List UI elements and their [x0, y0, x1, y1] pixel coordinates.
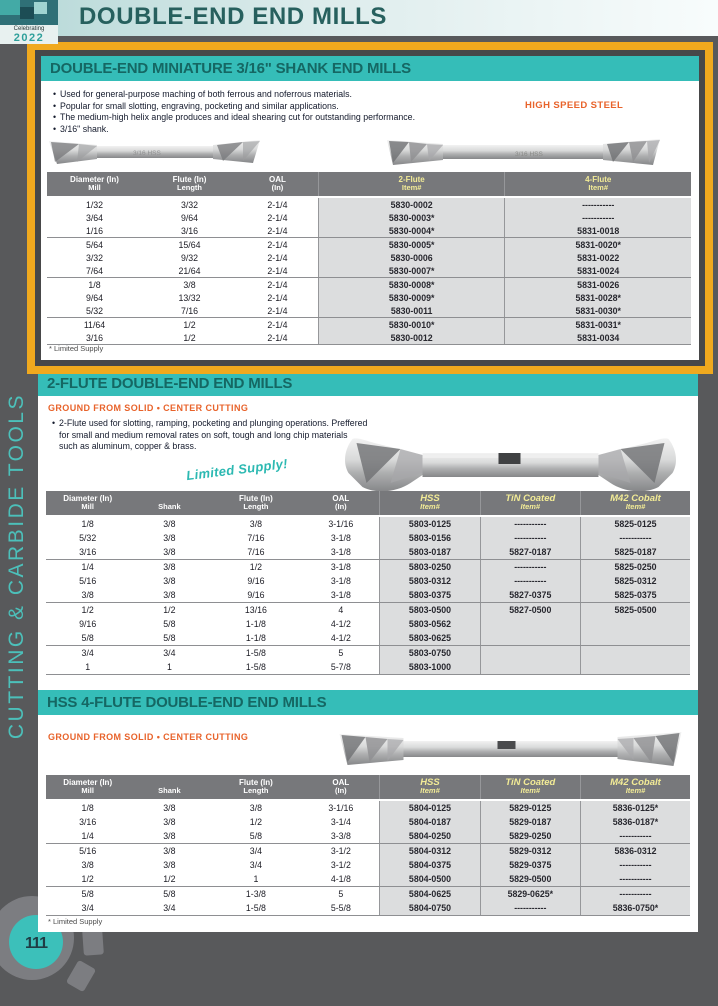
table-cell: 7/16: [142, 304, 237, 318]
table-cell: -----------: [580, 872, 690, 887]
ground-from-solid-label: GROUND FROM SOLID • CENTER CUTTING: [48, 732, 249, 742]
table-cell: [580, 617, 690, 631]
bullet-icon: •: [52, 112, 57, 122]
table-cell: 5/8: [81, 889, 94, 899]
table-cell: 2-1/4: [267, 292, 288, 303]
bullet-item: [48, 418, 368, 453]
table-cell: 3-1/8: [330, 533, 351, 543]
table-cell: 15/64: [178, 239, 201, 250]
logo-mosaic-square: [34, 2, 47, 14]
bullet-icon: •: [52, 100, 57, 111]
table-header-row: [46, 775, 690, 800]
table-cell: 3/16: [46, 545, 129, 560]
column-header: TiN Coated Item#: [480, 491, 580, 516]
table-cell: 5804-0187: [380, 815, 480, 829]
table-cell: 3/32: [85, 252, 104, 263]
table-cell: 5830-0005*: [318, 238, 505, 252]
table-cell: 5803-0125: [380, 516, 480, 531]
bullet-text: 2-Flute used for slotting, ramping, pocketing and plunging operations. Preffered for small and medium removal rates on soft, tough and long chip materials such as aluminum, copper & brass.: [59, 418, 368, 451]
table-cell: 3/4: [129, 901, 209, 916]
table-cell: 5830-0002: [318, 197, 505, 211]
bullet-icon: •: [52, 89, 57, 99]
bullet-text: Popular for small slotting, engraving, pocketing and similar applications.: [60, 100, 339, 111]
table-cell: -----------: [480, 574, 580, 588]
page-title: DOUBLE-END END MILLS: [79, 3, 387, 30]
table-cell: 3/8: [81, 860, 94, 870]
column-header: Shank: [129, 775, 209, 800]
table-row: [46, 660, 690, 675]
table-cell: -----------: [580, 531, 690, 545]
table-cell: 5/8: [163, 889, 176, 899]
table-cell: 7/16: [209, 545, 302, 560]
table-cell: 3/8: [163, 846, 176, 856]
column-header: OAL (In): [237, 172, 318, 197]
table-cell: 3/4: [249, 846, 263, 856]
table-cell: 5830-0011: [318, 304, 505, 318]
table-cell: 5803-0312: [380, 574, 480, 588]
table-cell: 5825-0187: [580, 545, 690, 560]
sidebar-category-label: CUTTING & CARBIDE TOOLS: [5, 393, 28, 740]
section-header-2flute: [38, 371, 698, 396]
table-cell: 3/8: [129, 545, 209, 560]
table-cell: 5/8: [129, 631, 209, 646]
table-cell: 5803-0500: [380, 603, 480, 618]
table-4flute-wrap: [46, 775, 690, 916]
table-miniature-wrap: [47, 172, 691, 345]
table-row: [46, 603, 690, 618]
table-cell: 1/2: [81, 605, 94, 615]
table-cell: 3/8: [163, 562, 176, 572]
logo-mosaic-square: [20, 7, 34, 19]
table-cell: 2-1/4: [267, 199, 288, 210]
highlight-annotation-box: [27, 42, 713, 374]
table-cell: 1/8: [88, 279, 101, 290]
table-cell: 5803-0156: [380, 531, 480, 545]
column-header: Flute (In) Length: [142, 172, 237, 197]
table-cell: 9/16: [79, 619, 97, 629]
column-header: M42 Cobalt Item#: [580, 775, 690, 800]
table-row: [46, 560, 690, 575]
table-cell: 5: [338, 889, 344, 899]
table-cell: 1-1/8: [245, 619, 266, 629]
table-row: [47, 211, 691, 224]
table-cell: 5829-0187: [480, 815, 580, 829]
table-cell: 3-1/2: [330, 860, 351, 870]
table-row: [47, 224, 691, 238]
table-cell: -----------: [580, 887, 690, 902]
brand-logo: [0, 0, 58, 44]
table-cell: 3/32: [180, 199, 199, 210]
table-cell: 5825-0500: [580, 603, 690, 618]
table-cell: 5831-0018: [505, 224, 691, 238]
table-row: [46, 617, 690, 631]
table-cell: 4-1/2: [302, 631, 379, 646]
table-cell: 5803-0562: [380, 617, 480, 631]
section-header-4flute: [38, 690, 698, 715]
table-cell: 1/2: [142, 331, 237, 345]
table-row: [46, 887, 690, 902]
table-cell: 3/8: [163, 817, 176, 827]
table-2flute-wrap: [46, 491, 690, 675]
table-cell: 3/8: [249, 803, 263, 813]
table-cell: -----------: [505, 211, 691, 224]
section-title: HSS 4-FLUTE DOUBLE-END END MILLS: [47, 694, 327, 711]
table-cell: 3/4: [81, 648, 94, 658]
logo-text-strip: [0, 25, 58, 44]
table-cell: 3/8: [163, 533, 176, 543]
table-cell: 5836-0187*: [580, 815, 690, 829]
table-cell: 5804-0625: [380, 887, 480, 902]
column-header: Flute (In) Length: [209, 775, 302, 800]
table-cell: 5/16: [79, 846, 97, 856]
table-cell: 1/32: [85, 199, 104, 210]
column-header: HSS Item#: [380, 491, 480, 516]
table-cell: 2-1/4: [267, 319, 288, 330]
table-cell: 5830-0003*: [318, 211, 505, 224]
table-cell: 5829-0375: [480, 858, 580, 872]
table-cell: 5830-0012: [318, 331, 505, 345]
table-cell: 1/2: [163, 605, 176, 615]
table-cell: 1/2: [249, 562, 263, 572]
bullet-text: The medium-high helix angle produces and ideal shearing cut for outstanding performance.: [60, 112, 416, 122]
table-cell: 3/16: [79, 817, 97, 827]
table-cell: 3/8: [163, 576, 176, 586]
table-cell: 5827-0187: [480, 545, 580, 560]
table-cell: 5825-0312: [580, 574, 690, 588]
table-cell: 3/16: [142, 224, 237, 238]
table-cell: 3-1/16: [328, 519, 354, 529]
table-cell: 5836-0312: [580, 844, 690, 859]
logo-year-text: 2022: [13, 32, 45, 44]
table-cell: 5830-0006: [318, 251, 505, 264]
mill-engraving: 3/16 HSS: [133, 150, 161, 157]
table-cell: 5830-0004*: [318, 224, 505, 238]
table-row: [46, 531, 690, 545]
table-row: [46, 829, 690, 844]
high-speed-steel-label: HIGH SPEED STEEL: [525, 100, 624, 111]
table-cell: 5804-0500: [380, 872, 480, 887]
table-cell: 5/32: [47, 304, 142, 318]
table-cell: 3/4: [163, 648, 176, 658]
column-header: 2-Flute Item#: [318, 172, 505, 197]
mill-engraving: 3/16 HSS: [515, 151, 543, 158]
table-cell: 1-5/8: [209, 660, 302, 675]
table-row: [47, 238, 691, 252]
limited-supply-footnote: * Limited Supply: [48, 917, 103, 926]
table-cell: 5831-0030*: [505, 304, 691, 318]
column-header: OAL (In): [302, 491, 379, 516]
table-cell: 5825-0250: [580, 560, 690, 575]
table-cell: 5/8: [46, 631, 129, 646]
table-header-row: [46, 491, 690, 516]
product-table: [46, 491, 690, 675]
table-cell: 3-1/8: [302, 545, 379, 560]
table-cell: 1/4: [81, 562, 94, 572]
table-cell: 3-3/8: [302, 829, 379, 844]
table-cell: 4-1/2: [330, 619, 351, 629]
bullet-text: Used for general-purpose maching of both ferrous and noferrous materials.: [60, 89, 352, 99]
table-cell: 5829-0125: [480, 800, 580, 815]
table-cell: 1-5/8: [245, 648, 266, 658]
limited-supply-footnote: * Limited Supply: [49, 344, 104, 353]
table-cell: 5830-0009*: [318, 291, 505, 304]
column-header: Diameter (In) Mill: [46, 775, 129, 800]
table-cell: -----------: [480, 531, 580, 545]
table-cell: 5831-0022: [505, 251, 691, 264]
table-cell: 3/8: [46, 588, 129, 603]
table-row: [47, 197, 691, 211]
table-cell: 2-1/4: [237, 304, 318, 318]
table-cell: 5831-0031*: [505, 318, 691, 332]
bullet-item: [49, 101, 489, 113]
table-cell: 5827-0375: [480, 588, 580, 603]
table-cell: 9/64: [180, 212, 199, 223]
table-cell: 5/8: [163, 619, 176, 629]
logo-mosaic-square: [0, 0, 20, 15]
table-row: [46, 588, 690, 603]
column-header: Flute (In) Length: [209, 491, 302, 516]
table-cell: 5829-0500: [480, 872, 580, 887]
table-cell: 5804-0750: [380, 901, 480, 916]
table-row: [46, 872, 690, 887]
section-header-miniature: [41, 56, 699, 81]
table-row: [47, 318, 691, 332]
table-header-row: [47, 172, 691, 197]
section-bullets: [49, 89, 489, 135]
table-cell: 3/8: [163, 860, 176, 870]
table-cell: 9/16: [247, 576, 265, 586]
table-row: [46, 901, 690, 916]
table-row: [46, 646, 690, 661]
table-cell: 1: [129, 660, 209, 675]
table-cell: 13/32: [178, 292, 201, 303]
table-cell: 9/32: [180, 252, 199, 263]
table-row: [46, 858, 690, 872]
table-cell: -----------: [580, 858, 690, 872]
table-cell: 3-1/8: [302, 588, 379, 603]
table-cell: 3/8: [163, 519, 176, 529]
table-cell: 3-1/8: [330, 562, 351, 572]
table-cell: 2-1/4: [267, 239, 288, 250]
table-cell: 5825-0125: [580, 516, 690, 531]
table-cell: 3-1/4: [330, 817, 351, 827]
table-cell: 3/16: [47, 331, 142, 345]
bullet-item: [49, 112, 489, 124]
bullet-text: 3/16" shank.: [60, 123, 109, 134]
table-cell: 1/16: [47, 224, 142, 238]
table-cell: 3/64: [85, 212, 104, 223]
end-mill-photo-miniature-4flute: [385, 132, 662, 172]
table-row: [47, 278, 691, 292]
product-table: [46, 775, 690, 916]
table-cell: 5: [338, 648, 344, 658]
table-cell: 5825-0375: [580, 588, 690, 603]
table-cell: -----------: [480, 901, 580, 916]
table-cell: 11/64: [83, 319, 106, 330]
table-cell: 5803-1000: [380, 660, 480, 675]
table-cell: 5829-0312: [480, 844, 580, 859]
table-cell: 3/4: [249, 860, 263, 870]
table-cell: 1/2: [129, 872, 209, 887]
table-cell: 1-3/8: [245, 889, 266, 899]
table-row: [46, 844, 690, 859]
table-cell: -----------: [580, 829, 690, 844]
table-cell: 1-1/8: [209, 631, 302, 646]
bullet-icon: •: [52, 123, 57, 134]
column-header: Shank: [129, 491, 209, 516]
table-cell: 3-1/8: [330, 576, 351, 586]
table-cell: 5830-0008*: [318, 278, 505, 292]
product-table: [47, 172, 691, 345]
table-cell: 5803-0750: [380, 646, 480, 661]
page-number: 111: [25, 935, 47, 952]
table-cell: 3/8: [249, 519, 263, 529]
column-header: HSS Item#: [380, 775, 480, 800]
table-cell: 4: [338, 605, 344, 615]
end-mill-photo-miniature-2flute: [47, 132, 262, 172]
table-cell: 9/16: [209, 588, 302, 603]
bullet-item: [49, 89, 489, 101]
table-cell: 5836-0750*: [580, 901, 690, 916]
table-row: [47, 291, 691, 304]
table-cell: [480, 631, 580, 646]
table-cell: 5829-0250: [480, 829, 580, 844]
end-mill-photo-4flute: [333, 720, 688, 778]
table-cell: 5830-0010*: [318, 318, 505, 332]
column-header: M42 Cobalt Item#: [580, 491, 690, 516]
table-cell: 2-1/4: [237, 264, 318, 278]
table-cell: -----------: [480, 560, 580, 575]
table-cell: 21/64: [142, 264, 237, 278]
table-cell: 5804-0250: [380, 829, 480, 844]
table-cell: 5803-0375: [380, 588, 480, 603]
table-cell: 5803-0250: [380, 560, 480, 575]
table-row: [47, 251, 691, 264]
table-cell: -----------: [505, 197, 691, 211]
table-cell: 3/8: [129, 829, 209, 844]
table-cell: 5803-0187: [380, 545, 480, 560]
section-bullets: [48, 418, 368, 453]
table-cell: [480, 646, 580, 661]
table-cell: 1/4: [46, 829, 129, 844]
table-cell: [580, 660, 690, 675]
table-cell: 5804-0312: [380, 844, 480, 859]
table-cell: 1/8: [81, 803, 94, 813]
table-cell: 3-1/2: [330, 846, 351, 856]
column-header: Diameter (In) Mill: [46, 491, 129, 516]
table-cell: 5827-0500: [480, 603, 580, 618]
table-cell: 2-1/4: [267, 212, 288, 223]
column-header: 4-Flute Item#: [505, 172, 691, 197]
table-cell: -----------: [480, 516, 580, 531]
table-cell: 5804-0125: [380, 800, 480, 815]
table-cell: 5/64: [85, 239, 104, 250]
table-cell: 5831-0028*: [505, 291, 691, 304]
page-header-bar: [0, 0, 718, 36]
table-cell: 1/2: [183, 319, 196, 330]
table-cell: 7/64: [47, 264, 142, 278]
table-cell: 13/16: [244, 605, 267, 615]
table-cell: 7/16: [247, 533, 265, 543]
ground-from-solid-label: GROUND FROM SOLID • CENTER CUTTING: [48, 403, 249, 413]
table-cell: 2-1/4: [267, 252, 288, 263]
table-cell: 5803-0625: [380, 631, 480, 646]
table-cell: 5836-0125*: [580, 800, 690, 815]
table-cell: 5804-0375: [380, 858, 480, 872]
table-cell: [480, 660, 580, 675]
limited-supply-note: Limited Supply!: [185, 455, 289, 484]
table-cell: 5831-0026: [505, 278, 691, 292]
table-cell: [580, 646, 690, 661]
table-cell: 2-1/4: [267, 279, 288, 290]
table-cell: 3/8: [183, 279, 196, 290]
table-cell: 5/16: [79, 576, 97, 586]
table-cell: 1/8: [81, 519, 94, 529]
bullet-icon: •: [51, 418, 56, 428]
table-cell: 1/2: [46, 872, 129, 887]
section-title: 2-FLUTE DOUBLE-END END MILLS: [47, 375, 293, 392]
column-header: Diameter (In) Mill: [47, 172, 142, 197]
logo-celebrating-text: Celebrating: [13, 26, 45, 32]
table-cell: 5-7/8: [302, 660, 379, 675]
section-title: DOUBLE-END MINIATURE 3/16" SHANK END MILLS: [50, 60, 411, 77]
table-row: [47, 264, 691, 278]
table-cell: 3/4: [46, 901, 129, 916]
table-cell: 9/64: [85, 292, 104, 303]
table-cell: 3/8: [163, 803, 176, 813]
table-row: [46, 545, 690, 560]
table-cell: 3/8: [129, 588, 209, 603]
table-cell: 5831-0020*: [505, 238, 691, 252]
table-cell: 5831-0024: [505, 264, 691, 278]
table-row: [46, 516, 690, 531]
table-cell: 5829-0625*: [480, 887, 580, 902]
miniature-section: [41, 56, 699, 360]
column-header: OAL (In): [302, 775, 379, 800]
table-cell: 5-5/8: [302, 901, 379, 916]
column-header: TiN Coated Item#: [480, 775, 580, 800]
table-row: [46, 800, 690, 815]
table-cell: 1: [46, 660, 129, 675]
table-cell: 4-1/8: [302, 872, 379, 887]
table-cell: 1: [209, 872, 302, 887]
table-cell: 5/32: [79, 533, 97, 543]
table-row: [47, 331, 691, 345]
table-cell: 5830-0007*: [318, 264, 505, 278]
table-cell: [480, 617, 580, 631]
table-row: [46, 631, 690, 646]
table-cell: 1-5/8: [209, 901, 302, 916]
table-cell: 2-1/4: [237, 331, 318, 345]
table-cell: 1/2: [249, 817, 263, 827]
table-row: [47, 304, 691, 318]
table-row: [46, 574, 690, 588]
table-cell: 5831-0034: [505, 331, 691, 345]
table-cell: [580, 631, 690, 646]
table-cell: 3-1/16: [328, 803, 354, 813]
table-row: [46, 815, 690, 829]
table-cell: 5/8: [209, 829, 302, 844]
table-cell: 2-1/4: [237, 224, 318, 238]
